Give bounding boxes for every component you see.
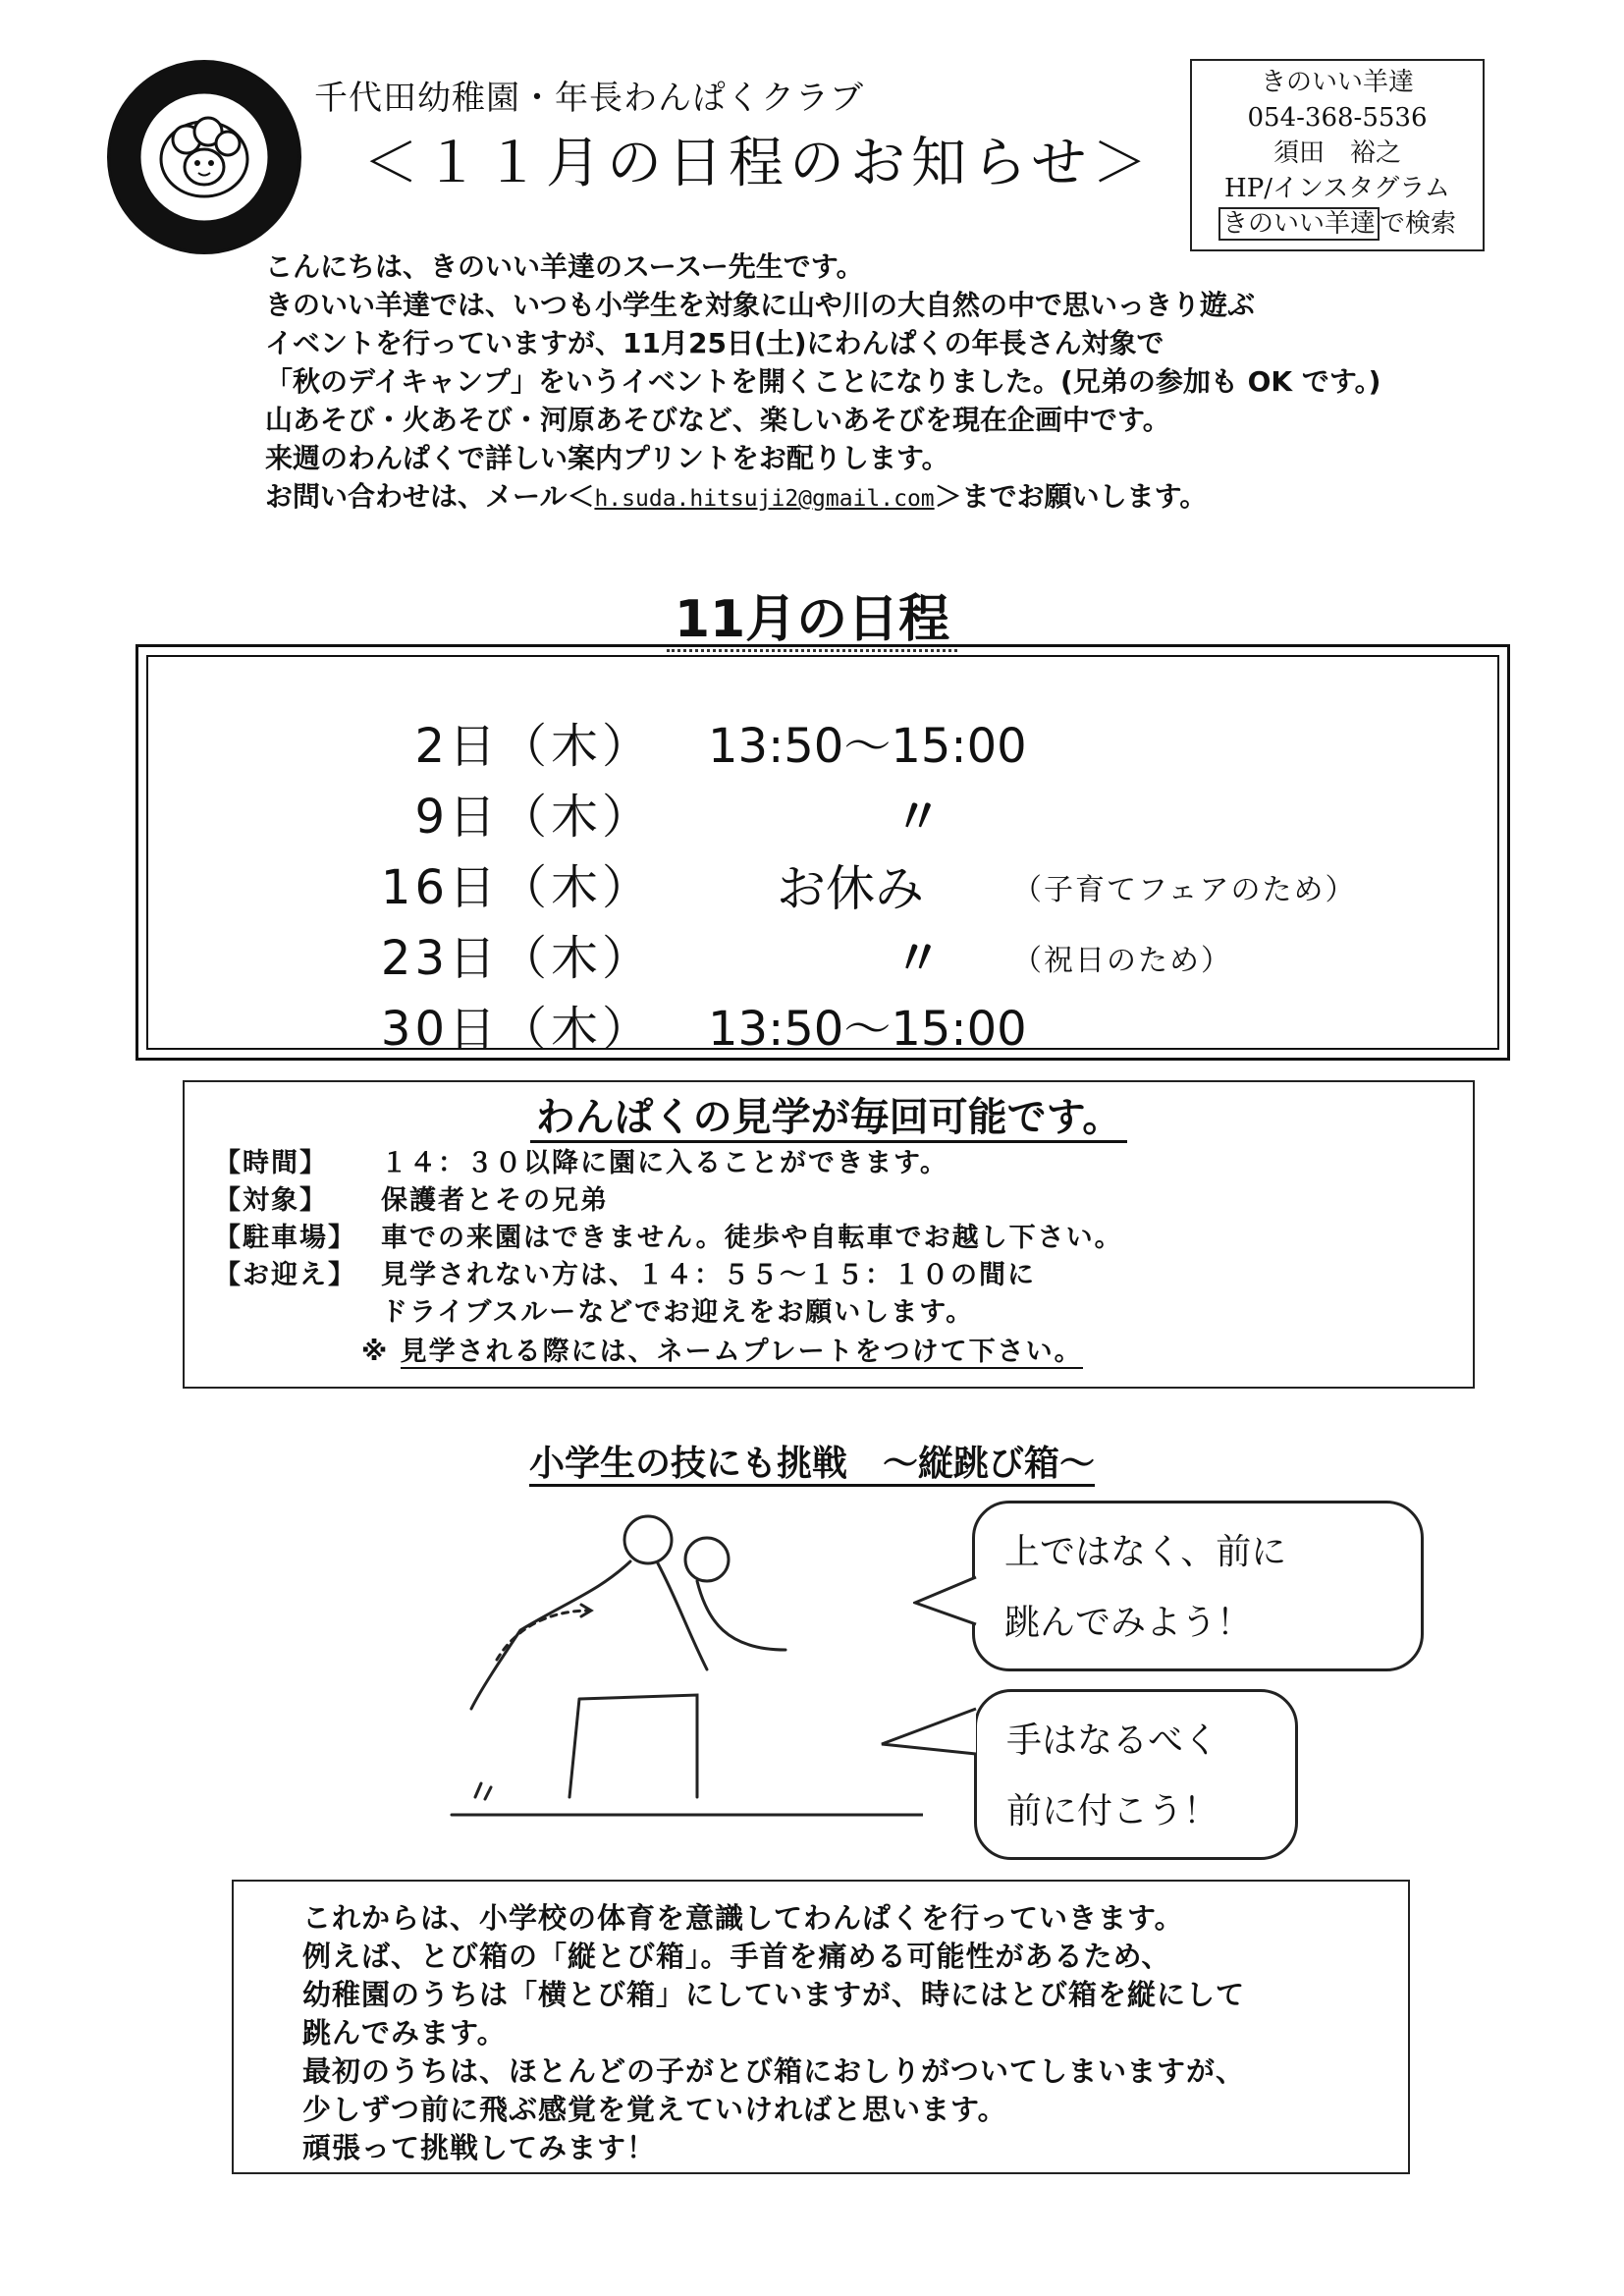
explanation-line: 頑張って挑戦してみます！ — [302, 2131, 657, 2164]
contact-sns: HP/インスタグラム — [1224, 174, 1450, 203]
visit-info-box — [183, 1080, 1475, 1389]
intro-line: きのいい羊達では、いつも小学生を対象に山や川の大自然の中で思いっきり遊ぶ — [265, 289, 1256, 321]
speech-tail — [913, 1571, 978, 1630]
visit-continuation: ドライブスルーなどでお迎えをお願いします。 — [381, 1297, 975, 1328]
contact-phone: 054-368-5536 — [1247, 103, 1428, 133]
contact-box — [1190, 59, 1485, 251]
contact-prefix: お問い合わせは、メール＜ — [265, 480, 595, 513]
explanation-line: これからは、小学校の体育を意識してわんぱくを行っていきます。 — [302, 1901, 1184, 1935]
intro-text — [265, 247, 1443, 519]
search-keyword: きのいい羊達 — [1218, 207, 1380, 241]
intro-line: イベントを行っていますが、11月25日(土)にわんぱくの年長さん対象で — [265, 327, 1164, 359]
speech-bubble-jump-forward: 上ではなく、前に 跳んでみよう！ — [972, 1501, 1424, 1671]
schedule-time: 13:50〜15:00 — [708, 1002, 1027, 1057]
schedule-row — [148, 920, 1497, 986]
schedule-box — [135, 644, 1510, 1061]
vaulting-illustration — [412, 1503, 923, 1827]
schedule-day: 16日（木） — [380, 860, 653, 915]
schedule-row — [148, 708, 1497, 774]
visit-row: 【駐車場】 車での来園はできません。徒歩や自転車でお越し下さい。 — [214, 1223, 1123, 1253]
schedule-day: 9日（木） — [414, 790, 653, 845]
page-title: ＜１１月の日程のお知らせ＞ — [363, 132, 1154, 195]
intro-line: 「秋のデイキャンプ」をいうイベントを開くことになりました。(兄弟の参加も OK です。) — [265, 365, 1381, 398]
schedule-day: 2日（木） — [414, 719, 653, 774]
speech-tail — [880, 1705, 978, 1764]
club-subtitle: 千代田幼稚園・年長わんぱくクラブ — [314, 79, 864, 118]
schedule-day: 23日（木） — [380, 931, 653, 986]
visit-row: 【お迎え】 見学されない方は、１４：５５〜１５：１０の間に — [214, 1260, 1036, 1290]
contact-org: きのいい羊達 — [1260, 68, 1414, 97]
contact-suffix: ＞までお願いします。 — [934, 480, 1208, 513]
explanation-line: 例えば、とび箱の「縦とび箱」。手首を痛める可能性があるため、 — [302, 1940, 1171, 1973]
visit-row: 【対象】 保護者とその兄弟 — [214, 1185, 609, 1216]
holiday-label: お休み — [777, 860, 924, 917]
intro-contact-line — [265, 477, 1443, 519]
explanation-line: 幼稚園のうちは「横とび箱」にしていますが、時にはとび箱を縦にして — [302, 1978, 1246, 2011]
ditto-mark: 〃 — [894, 931, 943, 986]
schedule-note: （祝日のため） — [1012, 944, 1232, 978]
challenge-title: 小学生の技にも挑戦 〜縦跳び箱〜 — [0, 1436, 1624, 1486]
schedule-row — [148, 849, 1497, 917]
explanation-line: 少しずつ前に飛ぶ感覚を覚えていければと思います。 — [302, 2093, 1007, 2126]
speech-bubble-hands-forward: 手はなるべく 前に付こう！ — [974, 1689, 1298, 1860]
explanation-line: 最初のうちは、ほとんどの子がとび箱におしりがついてしまいますが、 — [302, 2054, 1246, 2088]
visit-note: ※ 見学される際には、ネームプレートをつけて下さい。 — [361, 1337, 1083, 1367]
schedule-row — [148, 779, 1497, 845]
search-suffix: で検索 — [1380, 209, 1457, 239]
email-link[interactable]: h.suda.hitsuji2@gmail.com — [594, 486, 935, 512]
ditto-mark: 〃 — [894, 790, 943, 845]
explanation-box — [232, 1880, 1410, 2174]
intro-line: 来週のわんぱくで詳しい案内プリントをお配りします。 — [265, 442, 949, 474]
schedule-note: （子育てフェアのため） — [1012, 873, 1357, 907]
intro-line: 山あそび・火あそび・河原あそびなど、楽しいあそびを現在企画中です。 — [265, 404, 1170, 436]
schedule-title: 11月の日程 — [0, 577, 1624, 651]
visit-title: わんぱくの見学が毎回可能です。 — [185, 1086, 1473, 1142]
visit-row: 【時間】 １４：３０以降に園に入ることができます。 — [214, 1148, 948, 1178]
sheep-logo — [106, 59, 302, 255]
intro-line: こんにちは、きのいい羊達のスースー先生です。 — [265, 250, 864, 283]
explanation-line: 跳んでみます。 — [302, 2016, 507, 2050]
schedule-time: 13:50〜15:00 — [708, 719, 1027, 774]
contact-search — [1192, 206, 1483, 242]
contact-name: 須田 裕之 — [1272, 138, 1401, 168]
schedule-day: 30日（木） — [380, 1002, 653, 1057]
schedule-row — [148, 991, 1497, 1057]
